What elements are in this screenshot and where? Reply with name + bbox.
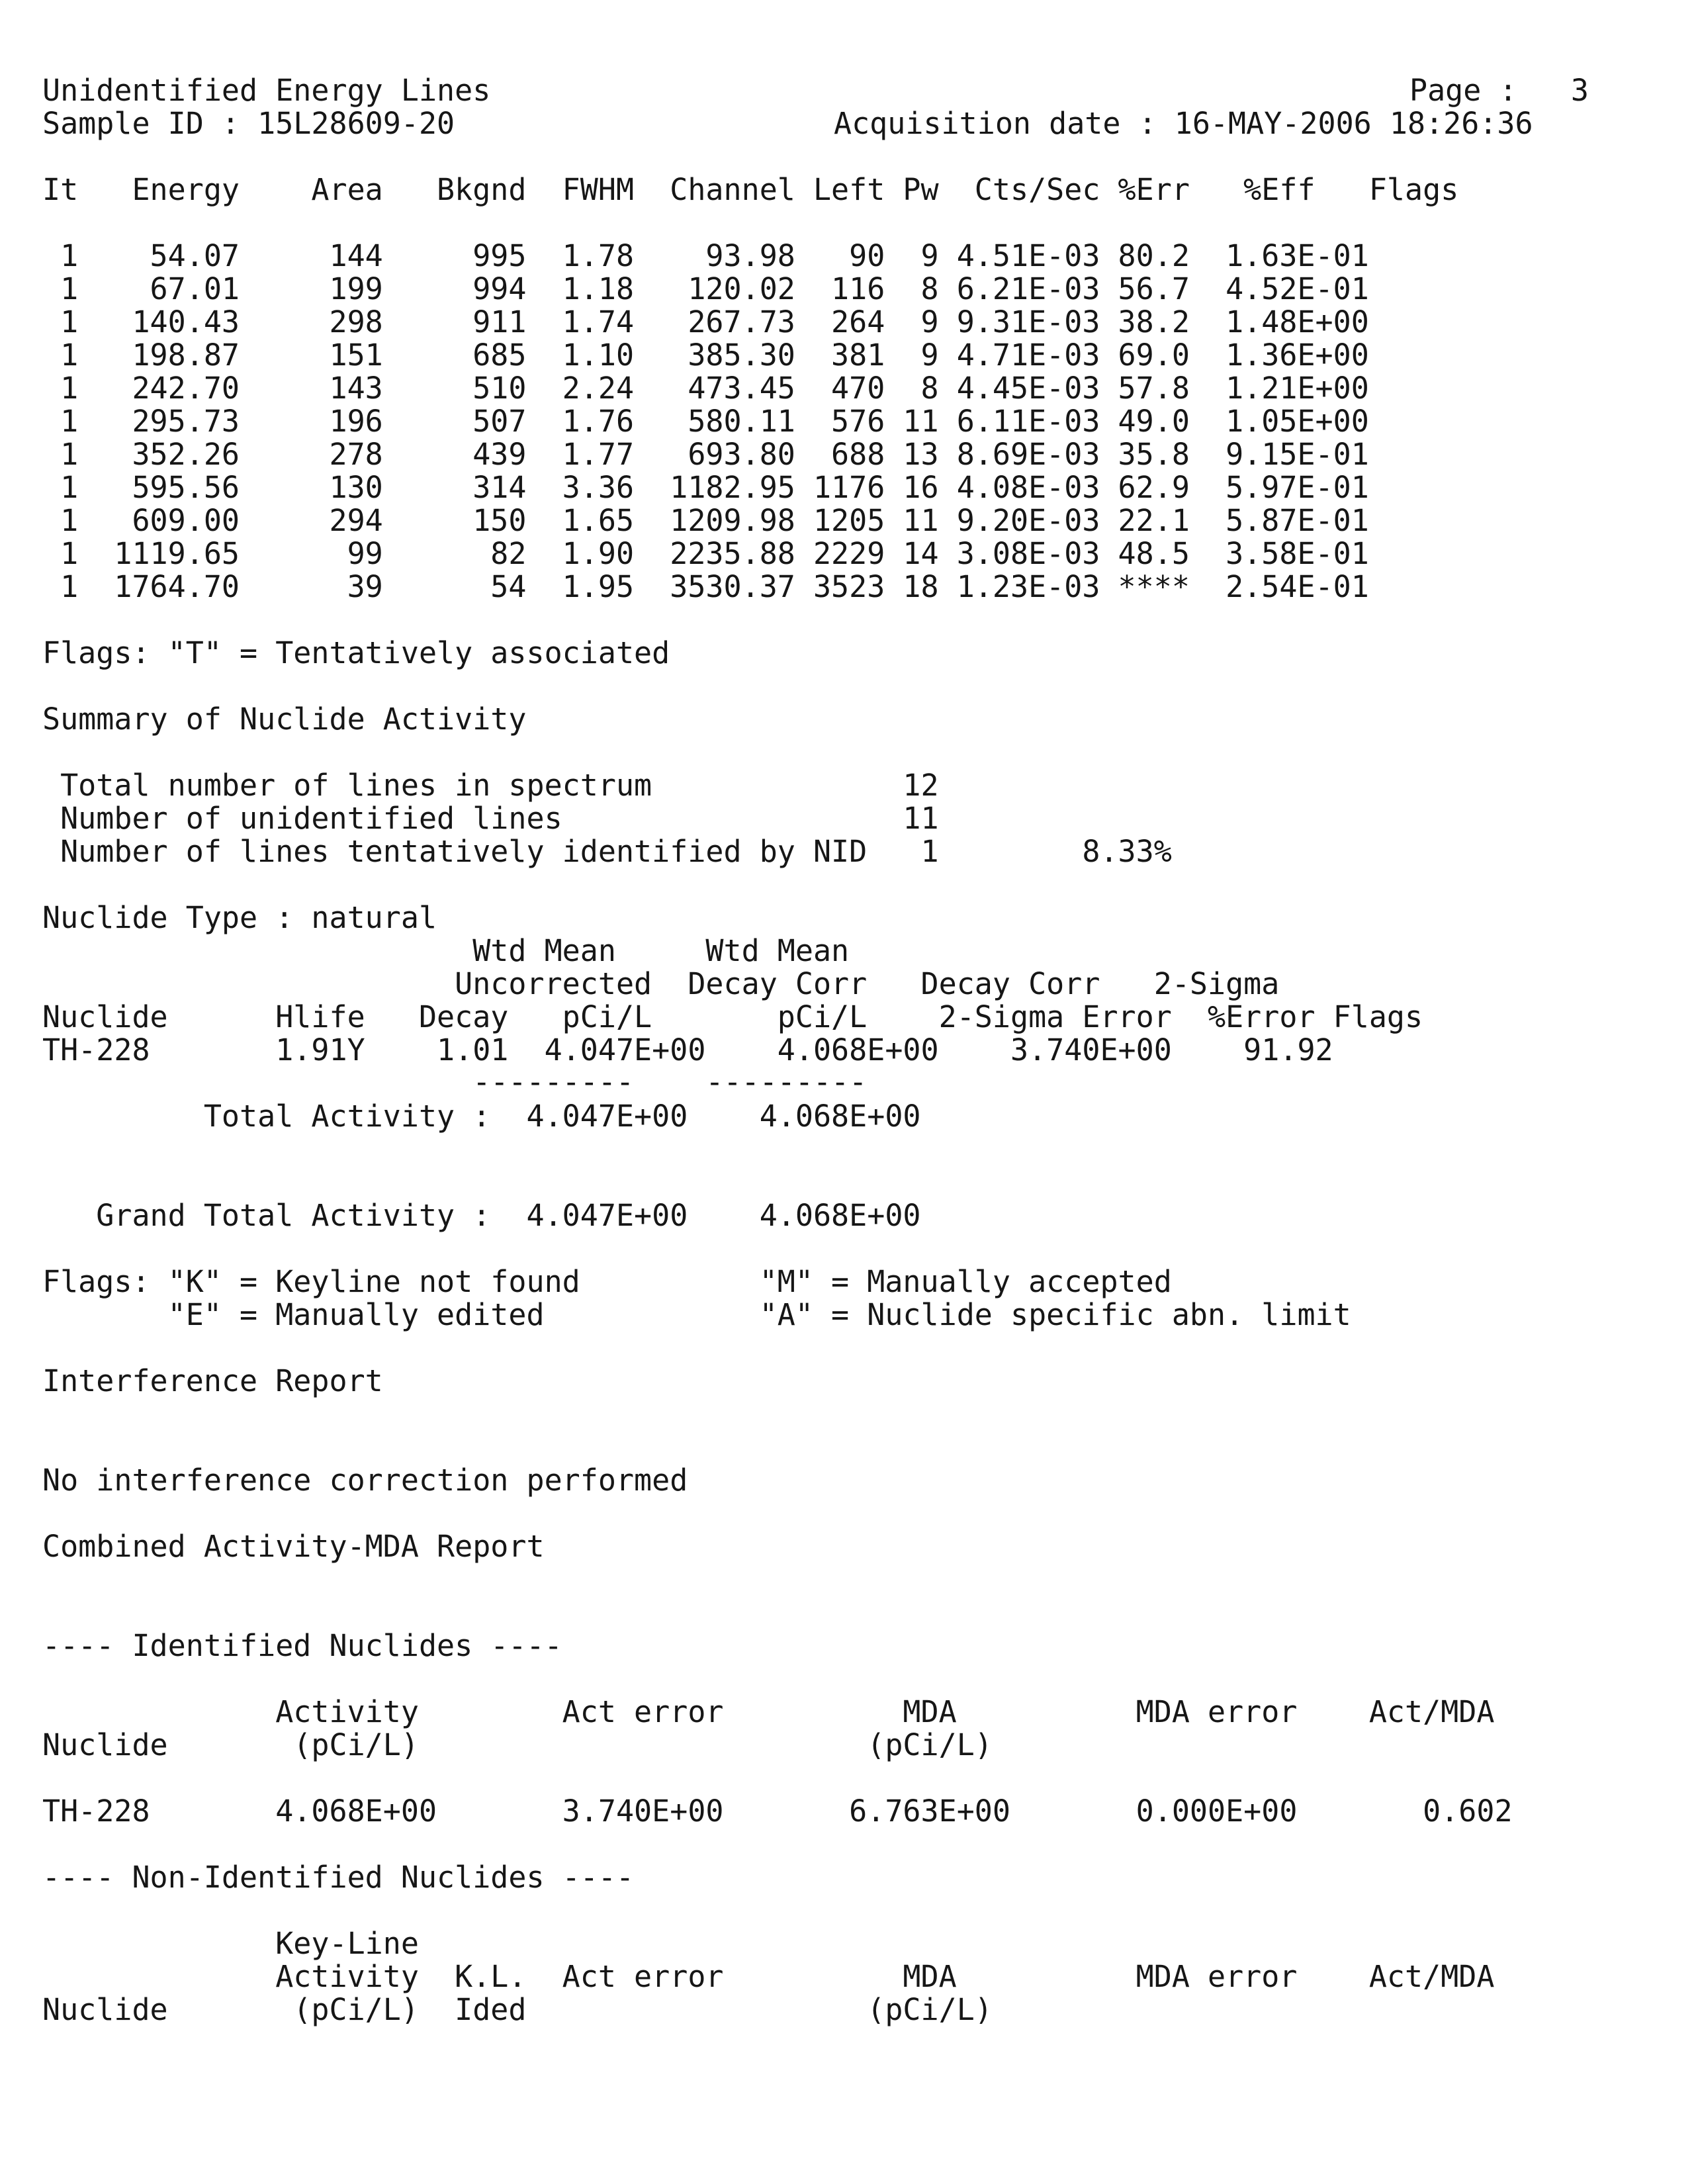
summary-total-lines: Total number of lines in spectrum 12 [42, 768, 939, 803]
nuclide-col-header-1: Wtd Mean Wtd Mean [42, 933, 850, 968]
flags-legend-line-1: Flags: "K" = Keyline not found "M" = Manually accepted [42, 1264, 1172, 1299]
total-rule: --------- --------- [42, 1064, 868, 1099]
total-activity: Total Activity : 4.047E+00 4.068E+00 [42, 1099, 921, 1134]
peak-table-row: 1 198.87 151 685 1.10 385.30 381 9 4.71E-03 69.0 1.36E+00 [42, 338, 1369, 373]
peak-table-row: 1 595.56 130 314 3.36 1182.95 1176 16 4.08E-03 62.9 5.97E-01 [42, 470, 1369, 505]
nuclide-col-header-2: Uncorrected Decay Corr Decay Corr 2-Sigma [42, 966, 1280, 1001]
identified-header-1: Activity Act error MDA MDA error Act/MDA [42, 1694, 1495, 1729]
flags-legend-line-2: "E" = Manually edited "A" = Nuclide specific abn. limit [42, 1297, 1351, 1332]
peak-table-header: It Energy Area Bkgnd FWHM Channel Left Pw Cts/Sec %Err %Eff Flags [42, 172, 1459, 207]
nuclide-type: Nuclide Type : natural [42, 900, 437, 935]
non-identified-header-2: Activity K.L. Act error MDA MDA error Act/MDA [42, 1959, 1495, 1994]
report-title: Unidentified Energy Lines [42, 73, 491, 108]
non-identified-heading: ---- Non-Identified Nuclides ---- [42, 1860, 635, 1895]
peak-table-row: 1 352.26 278 439 1.77 693.80 688 13 8.69E-03 35.8 9.15E-01 [42, 437, 1369, 472]
sample-id: Sample ID : 15L28609-20 [42, 106, 455, 141]
non-identified-header-3: Nuclide (pCi/L) Ided (pCi/L) [42, 1992, 993, 2027]
summary-unidentified: Number of unidentified lines 11 [42, 801, 939, 836]
nuclide-row: TH-228 1.91Y 1.01 4.047E+00 4.068E+00 3.740E+00 91.92 [42, 1032, 1333, 1068]
peak-table-row: 1 67.01 199 994 1.18 120.02 116 8 6.21E-03 56.7 4.52E-01 [42, 271, 1369, 306]
identified-heading: ---- Identified Nuclides ---- [42, 1628, 562, 1663]
peak-table-row: 1 1764.70 39 54 1.95 3530.37 3523 18 1.23E-03 **** 2.54E-01 [42, 569, 1369, 604]
peak-table-row: 1 1119.65 99 82 1.90 2235.88 2229 14 3.08E-03 48.5 3.58E-01 [42, 536, 1369, 571]
non-identified-header-1: Key-Line [42, 1926, 419, 1961]
page-number: Page : 3 [1409, 73, 1589, 108]
nuclide-col-header-3: Nuclide Hlife Decay pCi/L pCi/L 2-Sigma Error %Error Flags [42, 999, 1423, 1034]
flags-tentative: Flags: "T" = Tentatively associated [42, 635, 670, 670]
peak-table-row: 1 140.43 298 911 1.74 267.73 264 9 9.31E-03 38.2 1.48E+00 [42, 304, 1369, 340]
interference-message: No interference correction performed [42, 1463, 688, 1498]
summary-heading: Summary of Nuclide Activity [42, 702, 527, 737]
combined-heading: Combined Activity-MDA Report [42, 1529, 545, 1564]
peak-table-row: 1 609.00 294 150 1.65 1209.98 1205 11 9.20E-03 22.1 5.87E-01 [42, 503, 1369, 538]
peak-table-row: 1 295.73 196 507 1.76 580.11 576 11 6.11E-03 49.0 1.05E+00 [42, 404, 1369, 439]
summary-tentative: Number of lines tentatively identified by NID 1 8.33% [42, 834, 1172, 869]
grand-total-activity: Grand Total Activity : 4.047E+00 4.068E+00 [42, 1198, 921, 1233]
peak-table-row: 1 54.07 144 995 1.78 93.98 90 9 4.51E-03 80.2 1.63E-01 [42, 238, 1369, 273]
peak-table-row: 1 242.70 143 510 2.24 473.45 470 8 4.45E-03 57.8 1.21E+00 [42, 371, 1369, 406]
identified-header-2: Nuclide (pCi/L) (pCi/L) [42, 1727, 993, 1762]
acquisition-date: Acquisition date : 16-MAY-2006 18:26:36 [834, 106, 1533, 141]
interference-heading: Interference Report [42, 1363, 383, 1398]
identified-row: TH-228 4.068E+00 3.740E+00 6.763E+00 0.000E+00 0.602 [42, 1794, 1513, 1829]
